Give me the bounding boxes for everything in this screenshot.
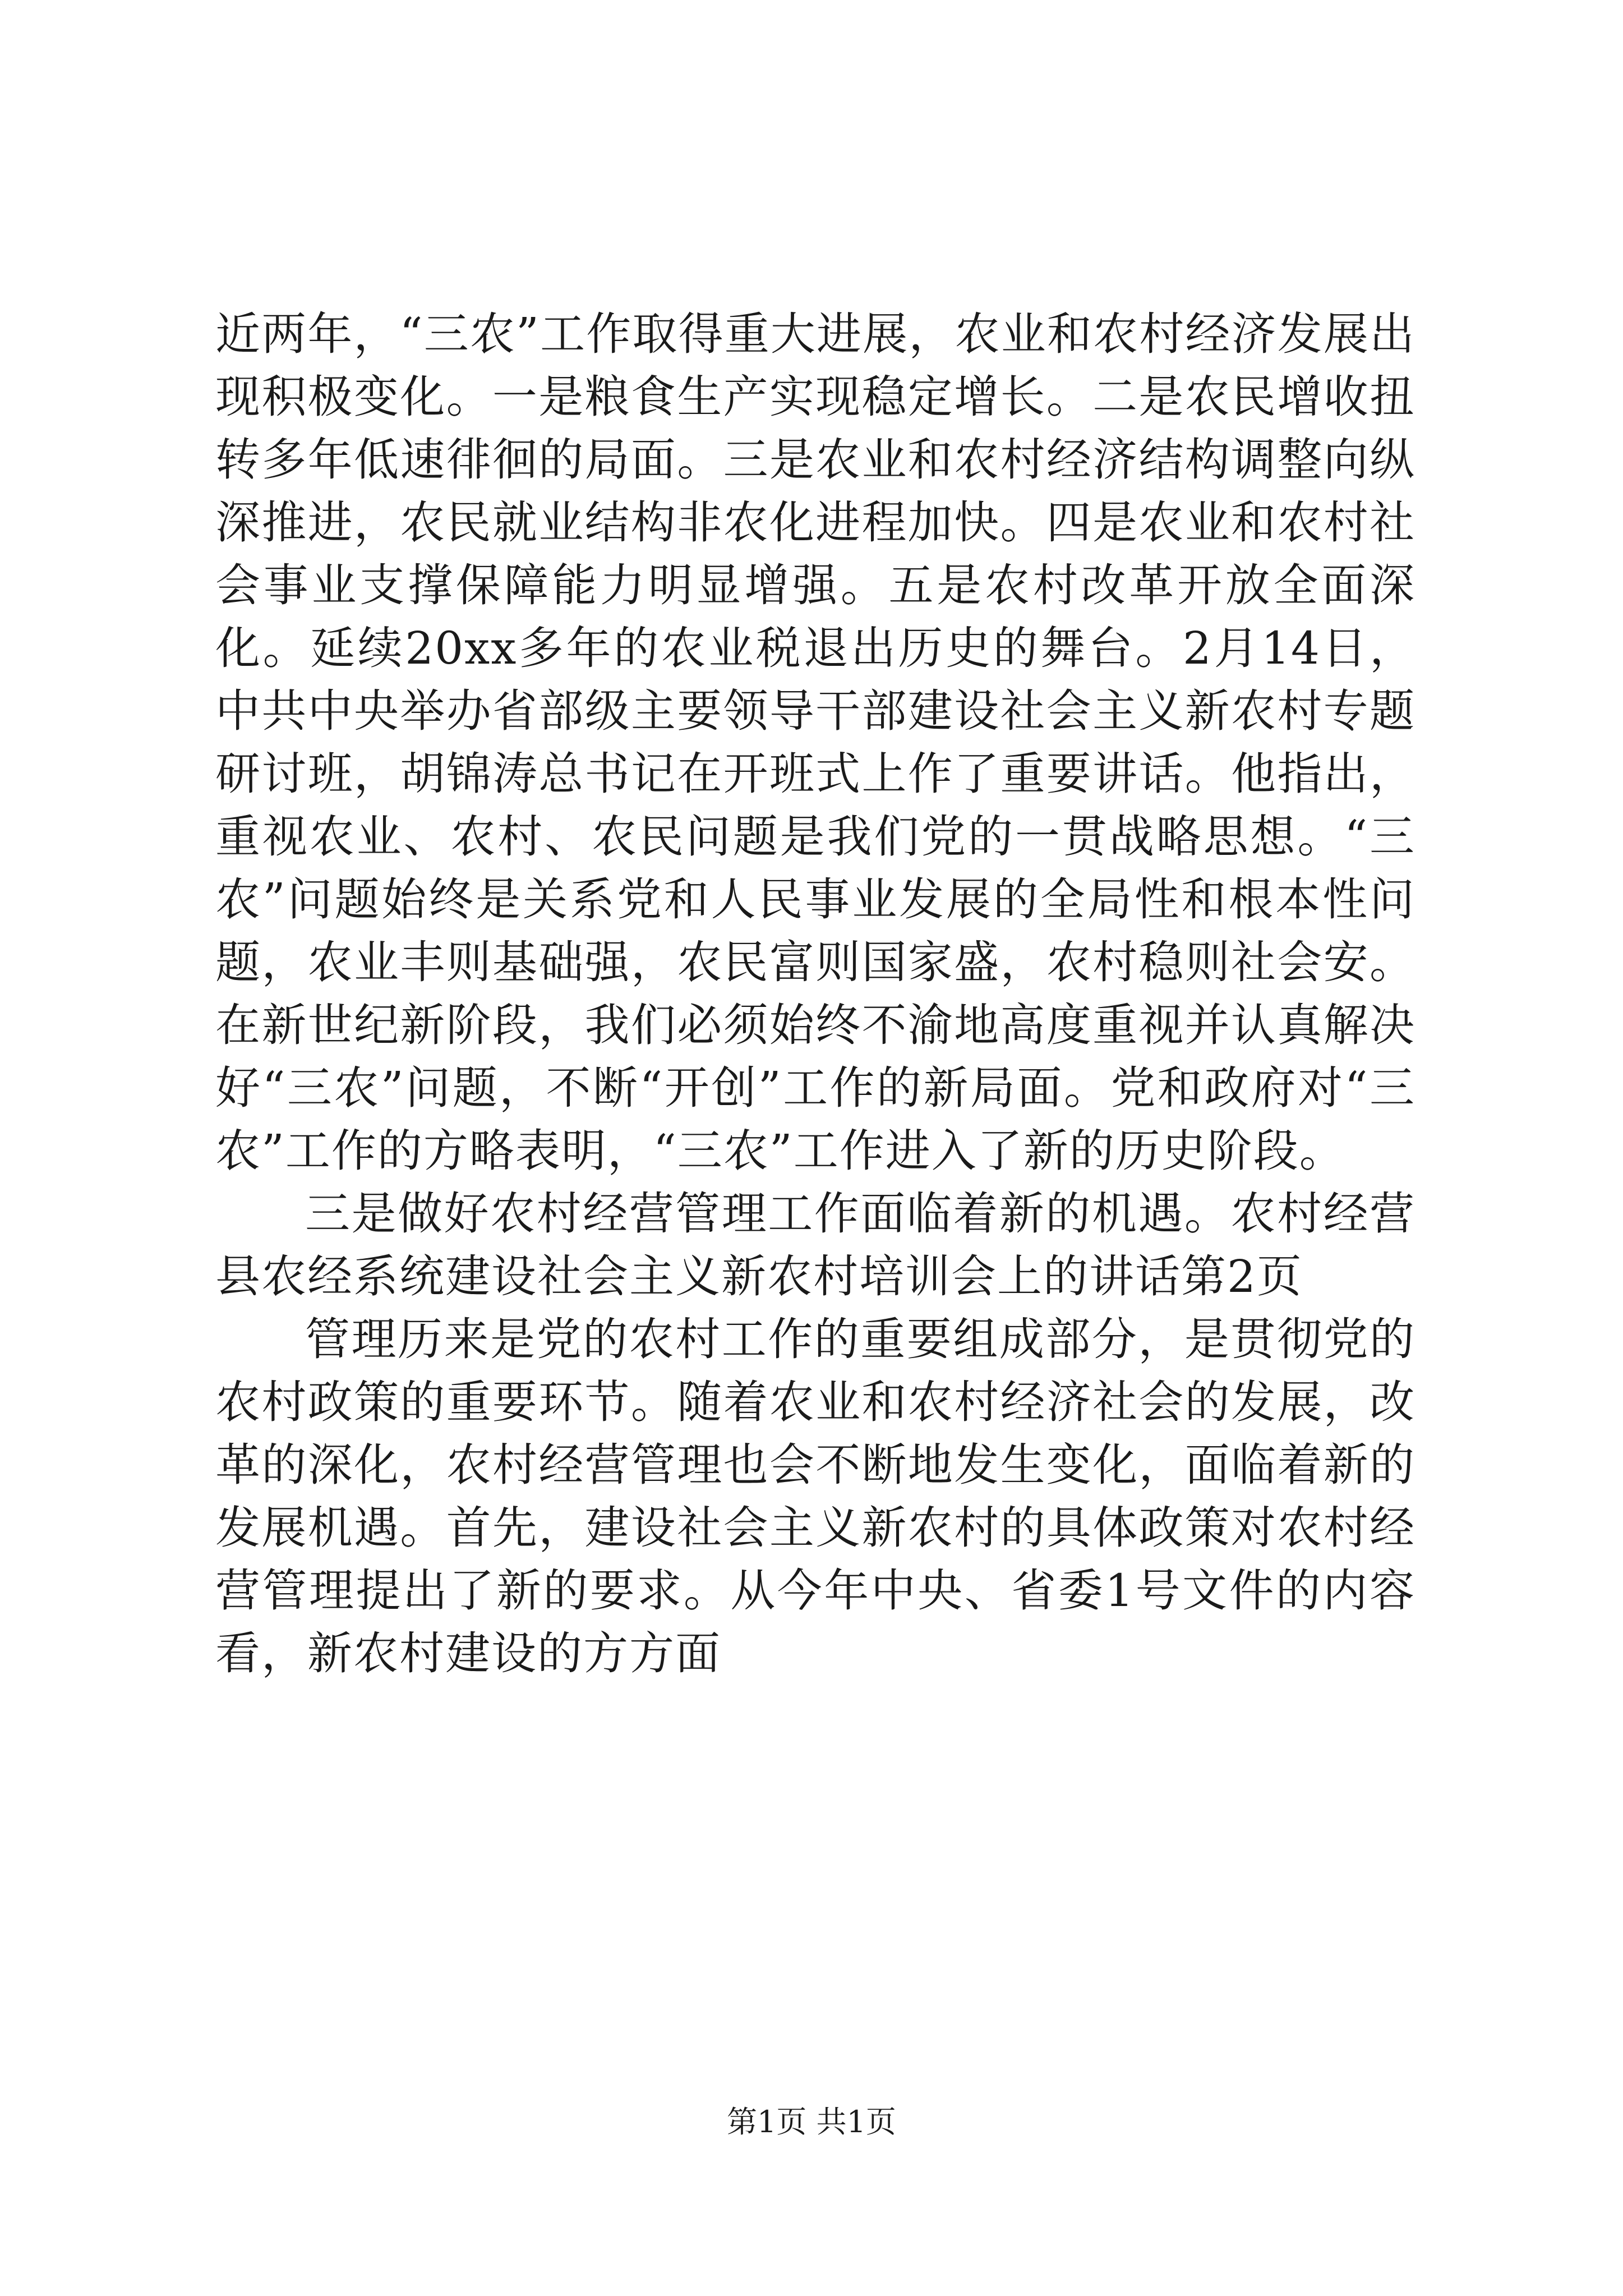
paragraph-2: 三是做好农村经营管理工作面临着新的机遇。农村经营县农经系统建设社会主义新农村培训会上的讲话第2页 [215, 1188, 1415, 1303]
paragraph-1: 近两年，“三农”工作取得重大进展，农业和农村经济发展出现积极变化。一是粮食生产实现稳定增长。二是农民增收扭转多年低速徘徊的局面。三是农业和农村经济结构调整向纵深推进，农民就业结构非农化进程加快。四是农业和农村社会事业支撑保障能力明显增强。五是农村改革开放全面深化。延续20xx多年的农业税退出历史的舞台。2月14日，中共中央举办省部级主要领导干部建设社会主义新农村专题研讨班，胡锦涛总书记在开班式上作了重要讲话。他指出，重视农业、农村、农民问题是我们党的一贯战略思想。“三农”问题始终是关系党和人民事业发展的全局性和根本性问题，农业丰则基础强，农民富则国家盛，农村稳则社会安。在新世纪新阶段，我们必须始终不渝地高度重视并认真解决好“三农”问题，不断“开创”工作的新局面。党和政府对“三农”工作的方略表明，“三农”工作进入了新的历史阶段。 [215, 308, 1415, 1177]
document-body [215, 303, 1415, 1685]
page-footer: 第1页 共1页 [727, 2104, 896, 2139]
paragraph-3: 管理历来是党的农村工作的重要组成部分，是贯彻党的农村政策的重要环节。随着农业和农村经济社会的发展，改革的深化，农村经营管理也会不断地发生变化，面临着新的发展机遇。首先，建设社会主义新农村的具体政策对农村经营管理提出了新的要求。从今年中央、省委1号文件的内容看，新农村建设的方方面 [215, 1313, 1415, 1680]
